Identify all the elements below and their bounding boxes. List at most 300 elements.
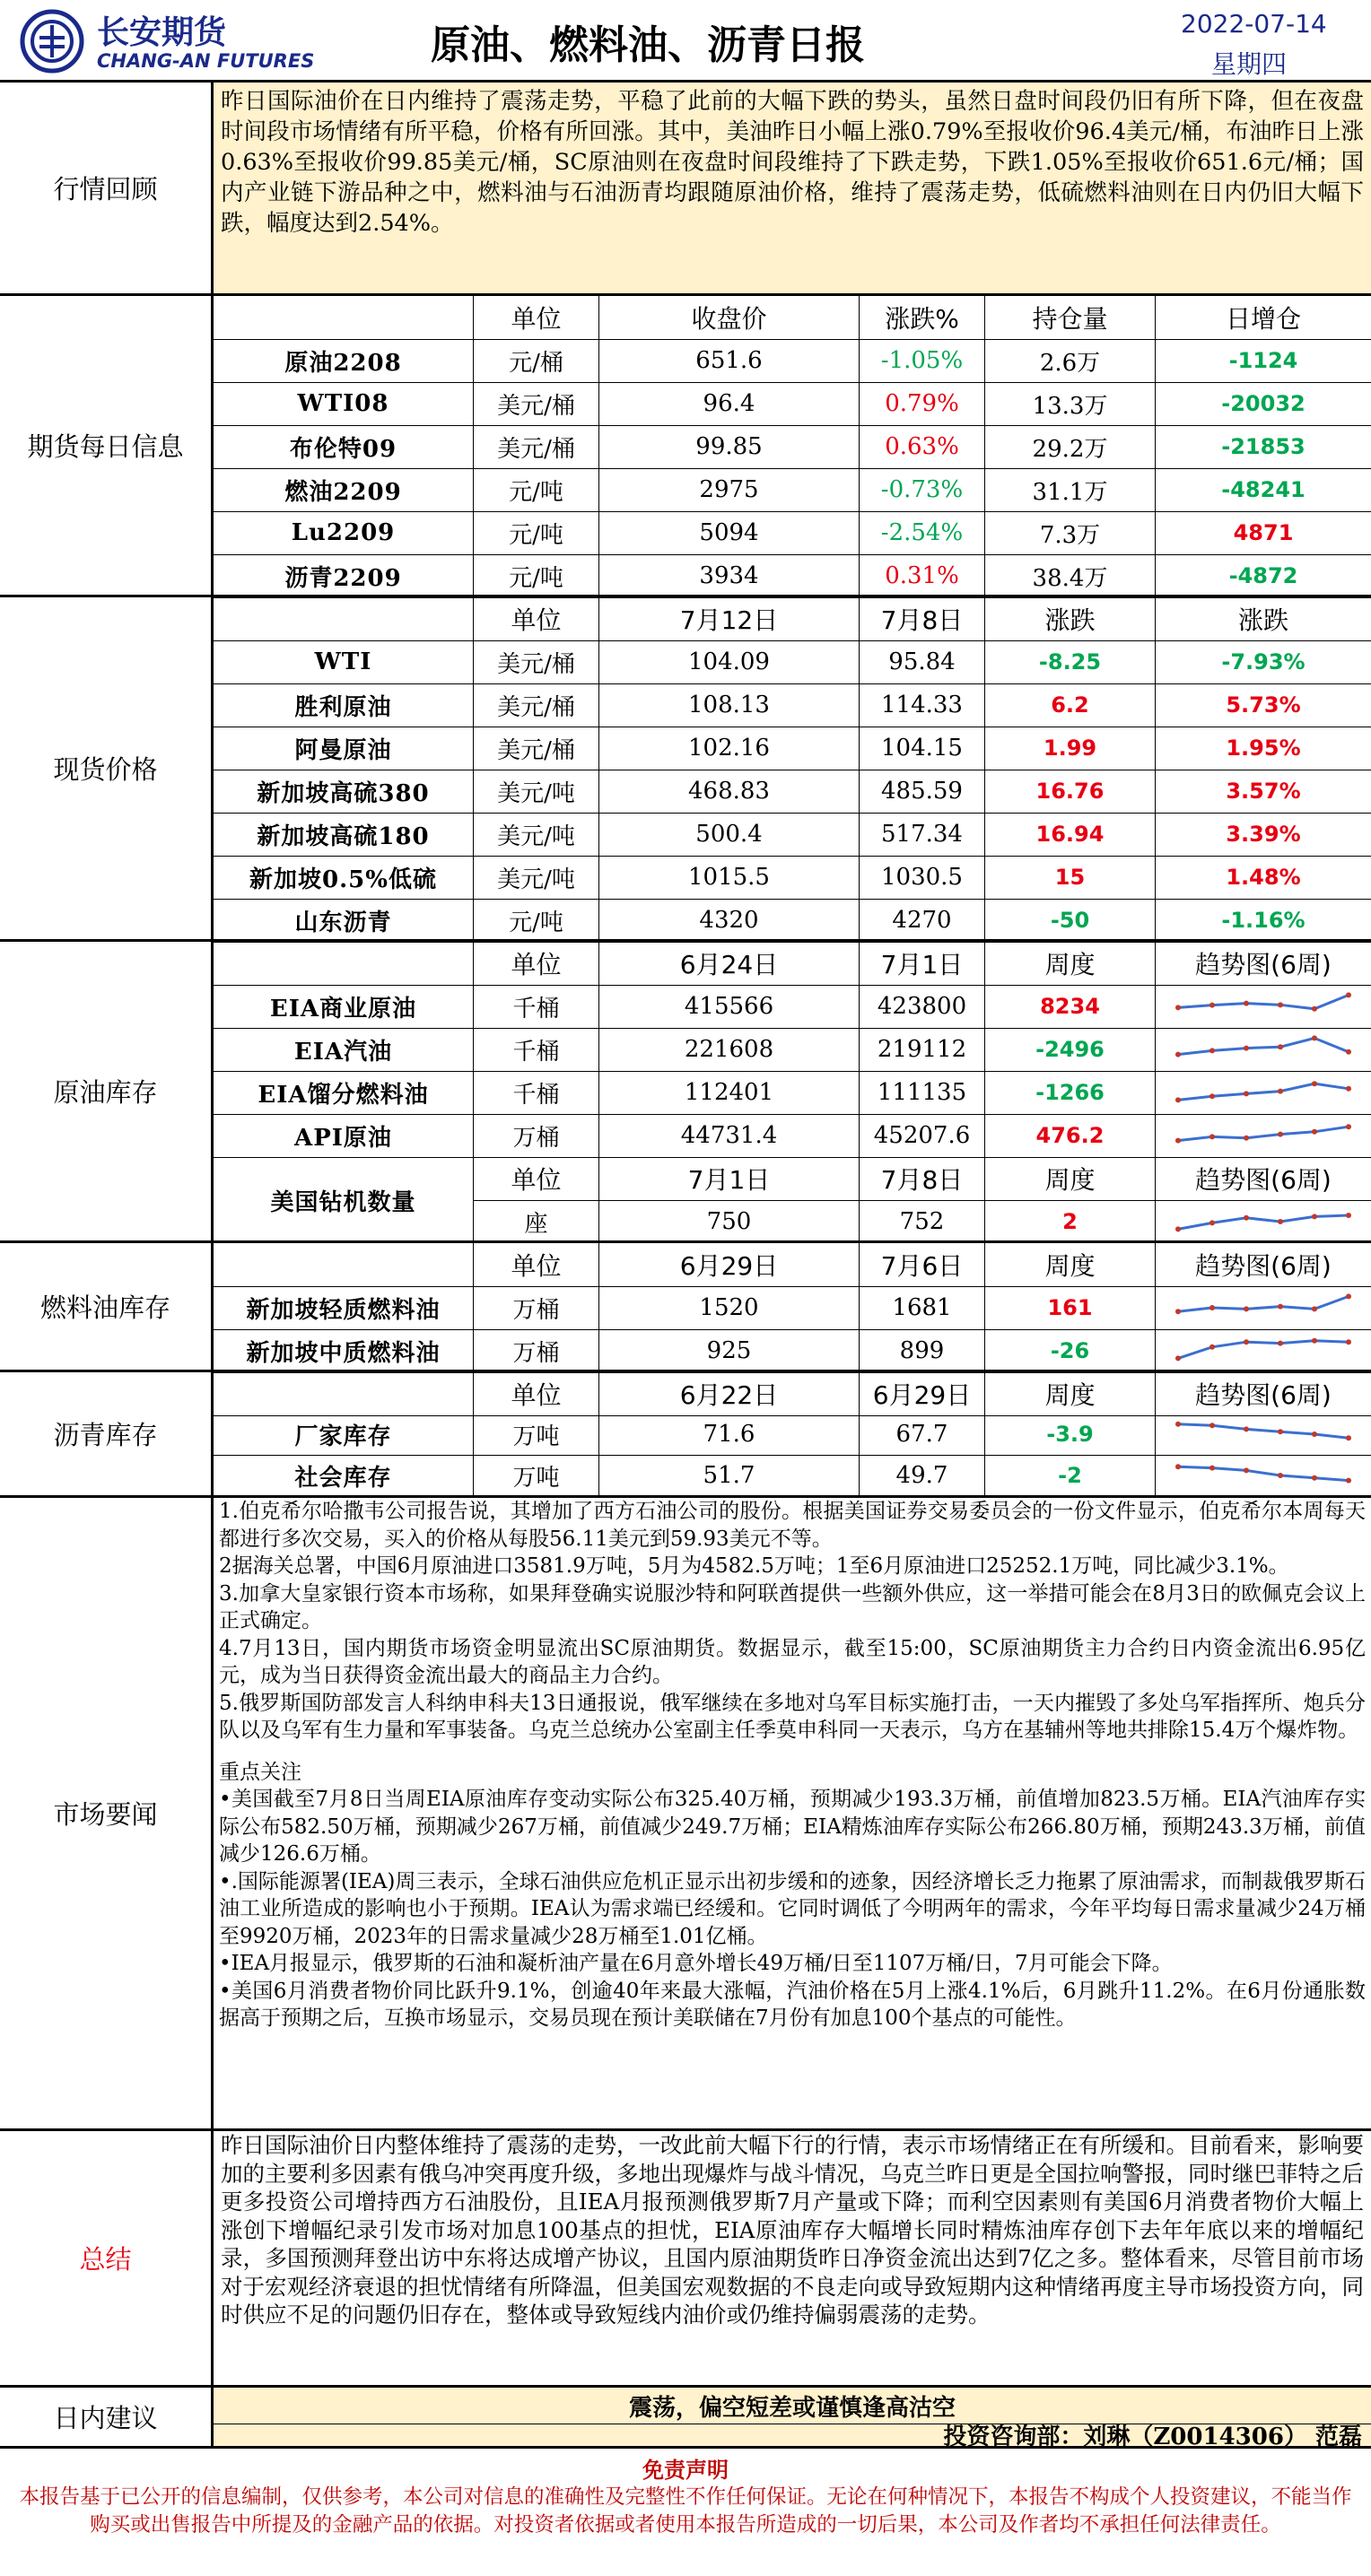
unit: 美元/桶 (474, 425, 599, 468)
section-label: 市场要闻 (0, 1498, 214, 2128)
table-row (214, 511, 1371, 555)
intraday-section (0, 2388, 1371, 2449)
trend-point (1278, 1473, 1283, 1478)
value-current: 67.7 (860, 1414, 985, 1455)
price-change: 1.99 (985, 727, 1156, 770)
section-label: 日内建议 (0, 2388, 214, 2446)
price-change-pct: 1.48% (1226, 865, 1301, 890)
column-header: 趋势图(6周) (1195, 1380, 1332, 1410)
trend-point (1346, 1293, 1351, 1299)
unit: 元/吨 (474, 554, 599, 597)
open-interest: 2.6万 (985, 339, 1156, 382)
rig-count-name: 美国钻机数量 (214, 1157, 474, 1243)
table-row (214, 683, 1371, 727)
price-change: 15 (985, 856, 1156, 899)
weekly-change: -3.9 (985, 1414, 1156, 1455)
trend-sparkline (1169, 988, 1358, 1024)
table-row (214, 1114, 1371, 1158)
oi-change: -1124 (1228, 348, 1298, 373)
trend-chart (1156, 1028, 1371, 1071)
section-label: 现货价格 (0, 597, 214, 939)
column-header (214, 296, 474, 339)
column-header: 持仓量 (985, 296, 1156, 339)
table-row (214, 1028, 1371, 1072)
trend-point (1278, 1341, 1283, 1346)
row-name: 新加坡中质燃料油 (214, 1329, 474, 1372)
value-previous: 221608 (599, 1028, 860, 1071)
asphalt-inventory-section (0, 1372, 1371, 1498)
column-header (214, 942, 474, 985)
section-label: 沥青库存 (0, 1372, 214, 1495)
trend-sparkline (1169, 1458, 1358, 1493)
section-label: 燃料油库存 (0, 1243, 214, 1370)
trend-chart (1156, 1114, 1371, 1157)
table-row (214, 425, 1371, 469)
trend-point (1312, 1432, 1317, 1437)
column-header: 7月8日 (860, 597, 985, 640)
price-change-pct: -7.93% (1221, 649, 1306, 674)
value-previous: 415566 (599, 985, 860, 1028)
company-name-en: CHANG-AN FUTURES (97, 50, 315, 72)
rig-wk: 2 (985, 1200, 1156, 1243)
price-change: 16.94 (985, 813, 1156, 856)
trend-point (1346, 1086, 1351, 1092)
unit: 元/吨 (474, 899, 599, 942)
trend-line (1178, 1424, 1349, 1438)
close-price: 5094 (599, 511, 860, 554)
column-header: 趋势图(6周) (1195, 1251, 1332, 1281)
table-row (214, 1414, 1371, 1456)
trend-point (1278, 1304, 1283, 1310)
trend-point (1278, 1429, 1283, 1434)
row-name: WTI (214, 640, 474, 683)
table-row (214, 1455, 1371, 1497)
row-name: API原油 (214, 1114, 474, 1157)
unit: 元/吨 (474, 468, 599, 511)
table-row (214, 382, 1371, 426)
unit: 美元/吨 (474, 770, 599, 813)
value-previous: 51.7 (599, 1455, 860, 1496)
unit: 万吨 (474, 1455, 599, 1496)
column-header: 7月1日 (860, 942, 985, 985)
value-previous: 71.6 (599, 1414, 860, 1455)
table-row (214, 339, 1371, 383)
column-header: 周度 (985, 1372, 1156, 1415)
news-item: 1.伯克希尔哈撒韦公司报告说，其增加了西方石油公司的股份。根据美国证券交易委员会的一份文件显示，伯克希尔本周每天都进行多次交易，买入的价格从每股56.11美元到59.93美元不等。 (219, 1500, 1366, 1551)
close-price: 3934 (599, 554, 860, 597)
unit: 美元/吨 (474, 813, 599, 856)
table-row (214, 296, 1371, 340)
section-label: 总结 (0, 2131, 214, 2385)
trend-line (1178, 995, 1349, 1008)
price-change-pct: -1.16% (1221, 908, 1306, 933)
weekly-change: -2 (985, 1455, 1156, 1496)
unit: 美元/吨 (474, 856, 599, 899)
trend-point (1346, 1339, 1351, 1345)
price-current: 4320 (599, 899, 860, 942)
value-current: 49.7 (860, 1455, 985, 1496)
table-row (214, 1071, 1371, 1115)
table-row (214, 640, 1371, 684)
price-change-pct: 5.73% (1226, 692, 1301, 718)
trend-point (1244, 1001, 1249, 1006)
unit: 万桶 (474, 1114, 599, 1157)
trend-line (1178, 1127, 1349, 1140)
value-current: 45207.6 (860, 1114, 985, 1157)
trend-line (1178, 1296, 1349, 1311)
trend-point (1244, 1091, 1249, 1096)
summary-section (0, 2131, 1371, 2388)
trend-point (1278, 1044, 1283, 1049)
column-header: 日增仓 (1225, 304, 1301, 334)
value-current: 1681 (860, 1286, 985, 1329)
trend-chart (1156, 1414, 1371, 1455)
trend-chart (1156, 985, 1371, 1028)
rig-d2: 752 (860, 1200, 985, 1243)
column-header: 单位 (474, 296, 599, 339)
trend-point (1175, 1097, 1181, 1102)
change-pct: -2.54% (860, 511, 985, 554)
table-row (474, 1200, 1371, 1243)
price-current: 102.16 (599, 727, 860, 770)
price-change-pct: 1.95% (1226, 735, 1301, 761)
table-row (214, 1286, 1371, 1330)
report-title: 原油、燃料油、沥青日报 (431, 22, 865, 68)
disclaimer-title: 免责声明 (642, 2457, 729, 2483)
trend-chart (1156, 1286, 1371, 1329)
column-header: 趋势图(6周) (1195, 1165, 1332, 1195)
row-name: 新加坡高硫380 (214, 770, 474, 813)
row-name: 布伦特09 (214, 425, 474, 468)
table-row (214, 813, 1371, 857)
column-header: 涨跌 (985, 597, 1156, 640)
table-row (214, 597, 1371, 641)
trend-point (1312, 1129, 1317, 1135)
trend-point (1346, 992, 1351, 997)
news-body (214, 1498, 1371, 2032)
focus-item: •IEA月报显示，俄罗斯的石油和凝析油产量在6月意外增长49万桶/日至1107万桶/日，7月可能会下降。 (219, 1952, 1173, 1975)
trend-sparkline (1169, 1204, 1358, 1240)
trend-line (1178, 1341, 1349, 1359)
focus-item: •.国际能源署(IEA)周三表示，全球石油供应危机正显示出初步缓和的迹象，因经济增长乏力拖累了原油需求，而制裁俄罗斯石油工业所造成的影响也小于预期。IEA认为需求端已经缓和。它同时调低了今明两年的需求，今年平均每日需求量减少24万桶至9920万桶，2023年的日需求量减少28万桶至1.01亿桶。 (219, 1869, 1366, 1948)
trend-line (1178, 1466, 1349, 1480)
trend-point (1244, 1306, 1249, 1311)
change-pct: -0.73% (860, 468, 985, 511)
focus-title: 重点关注 (219, 1760, 301, 1784)
row-name: 山东沥青 (214, 899, 474, 942)
oi-change: 4871 (1233, 520, 1294, 545)
value-current: 111135 (860, 1071, 985, 1114)
rig-unit: 座 (474, 1200, 599, 1243)
change-pct: -1.05% (860, 339, 985, 382)
trend-point (1312, 1475, 1317, 1481)
row-name: 沥青2209 (214, 554, 474, 597)
column-header: 7月6日 (860, 1243, 985, 1286)
table-row (214, 942, 1371, 986)
price-change: -8.25 (985, 640, 1156, 683)
table-row (214, 1329, 1371, 1373)
news-section (0, 1498, 1371, 2131)
weekly-change: 161 (985, 1286, 1156, 1329)
trend-point (1346, 1213, 1351, 1218)
column-header: 6月29日 (599, 1243, 860, 1286)
trend-sparkline (1169, 1290, 1358, 1326)
company-logo-icon (20, 9, 84, 74)
trend-point (1346, 1435, 1351, 1440)
trend-point (1278, 1219, 1283, 1224)
table-row (214, 1372, 1371, 1416)
price-change-pct: 3.39% (1226, 822, 1301, 847)
trend-point (1312, 1006, 1317, 1012)
trend-point (1244, 1339, 1249, 1345)
trend-point (1175, 1355, 1181, 1361)
futures-section (0, 296, 1371, 597)
row-name: 社会库存 (214, 1455, 474, 1496)
column-header: 周度 (985, 942, 1156, 985)
trend-point (1244, 1215, 1249, 1221)
trend-sparkline (1169, 1075, 1358, 1110)
advisor-credit: 投资咨询部：刘琳（Z0014306） 范磊 (943, 2424, 1362, 2450)
column-header: 单位 (474, 942, 599, 985)
oi-change: -21853 (1221, 434, 1306, 459)
trend-point (1244, 1136, 1249, 1141)
close-price: 651.6 (599, 339, 860, 382)
price-current: 468.83 (599, 770, 860, 813)
column-header: 涨跌 (1237, 605, 1288, 635)
oi-change: -4872 (1228, 563, 1298, 588)
row-name: 厂家库存 (214, 1414, 474, 1455)
section-label: 原油库存 (0, 942, 214, 1240)
price-change-pct: 3.57% (1226, 779, 1301, 804)
open-interest: 38.4万 (985, 554, 1156, 597)
column-header: 单位 (474, 1372, 599, 1415)
unit: 元/吨 (474, 511, 599, 554)
close-price: 2975 (599, 468, 860, 511)
intraday-advice: 震荡，偏空短差或谨慎逢高沽空 (214, 2388, 1371, 2424)
report-weekday: 星期四 (1211, 49, 1288, 79)
column-header: 单位 (474, 1243, 599, 1286)
price-current: 104.09 (599, 640, 860, 683)
unit: 千桶 (474, 985, 599, 1028)
trend-point (1312, 1338, 1317, 1344)
trend-point (1209, 1048, 1215, 1053)
report-header (0, 0, 1371, 83)
column-header (214, 1243, 474, 1286)
table-row (214, 856, 1371, 900)
weekly-change: -1266 (985, 1071, 1156, 1114)
row-name: Lu2209 (214, 511, 474, 554)
column-header: 6月24日 (599, 942, 860, 985)
value-previous: 112401 (599, 1071, 860, 1114)
table-row (474, 1157, 1371, 1201)
row-name: 原油2208 (214, 339, 474, 382)
price-current: 500.4 (599, 813, 860, 856)
close-price: 96.4 (599, 382, 860, 425)
trend-point (1175, 1005, 1181, 1010)
focus-item: •美国截至7月8日当周EIA原油库存变动实际公布325.40万桶，预期减少193.3万桶，前值增加823.5万桶。EIA汽油库存实际公布582.50万桶，预期减少267万桶，前值减少249.7万桶；EIA精炼油库存实际公布266.80万桶，预期243.3万桶，前值减少126.6万桶。 (219, 1788, 1366, 1866)
row-name: WTI08 (214, 382, 474, 425)
column-header: 涨跌% (860, 296, 985, 339)
weekly-change: 8234 (985, 985, 1156, 1028)
report-date: 2022-07-14 (1181, 9, 1327, 39)
trend-line (1178, 1215, 1349, 1229)
price-change: 16.76 (985, 770, 1156, 813)
row-name: EIA馏分燃料油 (214, 1071, 474, 1114)
trend-point (1209, 1466, 1215, 1471)
trend-point (1175, 1226, 1181, 1231)
trend-point (1312, 1214, 1317, 1219)
table-row (214, 554, 1371, 598)
open-interest: 13.3万 (985, 382, 1156, 425)
trend-point (1175, 1422, 1181, 1427)
open-interest: 29.2万 (985, 425, 1156, 468)
trend-point (1209, 1220, 1215, 1225)
rig-d1: 750 (599, 1200, 860, 1243)
trend-point (1209, 1003, 1215, 1008)
trend-sparkline (1169, 1416, 1358, 1452)
trend-point (1346, 1478, 1351, 1484)
trend-point (1278, 1002, 1283, 1007)
column-header (214, 1372, 474, 1415)
column-header: 单位 (474, 1157, 599, 1200)
weekly-change: -26 (985, 1329, 1156, 1372)
trend-sparkline (1169, 1031, 1358, 1067)
section-label: 期货每日信息 (0, 296, 214, 595)
section-label: 行情回顾 (0, 83, 214, 293)
row-name: 胜利原油 (214, 683, 474, 727)
price-previous: 95.84 (860, 640, 985, 683)
unit: 千桶 (474, 1071, 599, 1114)
column-header: 6月29日 (860, 1372, 985, 1415)
value-current: 899 (860, 1329, 985, 1372)
column-header: 趋势图(6周) (1195, 950, 1332, 979)
trend-chart (1156, 1329, 1371, 1372)
value-previous: 44731.4 (599, 1114, 860, 1157)
price-previous: 104.15 (860, 727, 985, 770)
row-name: EIA商业原油 (214, 985, 474, 1028)
unit: 美元/桶 (474, 727, 599, 770)
trend-point (1346, 1049, 1351, 1055)
column-header (214, 597, 474, 640)
news-item: 2据海关总署，中国6月原油进口3581.9万吨，5月为4582.5万吨；1至6月原油进口25252.1万吨，同比减少3.1%。 (219, 1554, 1289, 1578)
row-name: 新加坡轻质燃料油 (214, 1286, 474, 1329)
unit: 万桶 (474, 1286, 599, 1329)
price-change: 6.2 (985, 683, 1156, 727)
column-header: 收盘价 (599, 296, 860, 339)
crude-inventory-section (0, 942, 1371, 1243)
change-pct: 0.79% (860, 382, 985, 425)
column-header: 7月12日 (599, 597, 860, 640)
column-header: 周度 (985, 1157, 1156, 1200)
fuel-inventory-section (0, 1243, 1371, 1372)
focus-item: •美国6月消费者物价同比跃升9.1%，创逾40年来最大涨幅，汽油价格在5月上涨4.1%后，6月跳升11.2%。在6月份通胀数据高于预期之后，互换市场显示，交易员现在预计美联储在7月份有加息100个基点的可能性。 (219, 1979, 1366, 2030)
unit: 千桶 (474, 1028, 599, 1071)
trend-chart (1156, 1200, 1371, 1243)
news-item: 3.加拿大皇家银行资本市场称，如果拜登确实说服沙特和阿联酋提供一些额外供应，这一举措可能会在8月3日的欧佩克会议上正式确定。 (219, 1581, 1366, 1632)
table-row (214, 1243, 1371, 1287)
disclaimer (0, 2449, 1371, 2576)
trend-line (1178, 1038, 1349, 1054)
price-current: 108.13 (599, 683, 860, 727)
trend-point (1244, 1467, 1249, 1473)
oi-change: -20032 (1221, 391, 1306, 416)
trend-point (1244, 1046, 1249, 1051)
price-current: 1015.5 (599, 856, 860, 899)
weekly-change: 476.2 (985, 1114, 1156, 1157)
change-pct: 0.63% (860, 425, 985, 468)
trend-sparkline (1169, 1333, 1358, 1369)
trend-point (1209, 1345, 1215, 1350)
price-previous: 485.59 (860, 770, 985, 813)
unit: 万吨 (474, 1414, 599, 1455)
value-previous: 1520 (599, 1286, 860, 1329)
column-header: 单位 (474, 597, 599, 640)
row-name: EIA汽油 (214, 1028, 474, 1071)
trend-point (1244, 1426, 1249, 1432)
row-name: 燃油2209 (214, 468, 474, 511)
unit: 美元/桶 (474, 640, 599, 683)
trend-sparkline (1169, 1118, 1358, 1153)
unit: 美元/桶 (474, 683, 599, 727)
trend-line (1178, 1083, 1349, 1100)
news-item: 5.俄罗斯国防部发言人科纳申科夫13日通报说，俄军继续在多地对乌军目标实施打击，一天内摧毁了多处乌军指挥所、炮兵分队以及乌军有生力量和军事装备。乌克兰总统办公室副主任季莫申科同一天表示，乌方在基辅州等地共排除15.4万个爆炸物。 (219, 1691, 1366, 1742)
value-current: 219112 (860, 1028, 985, 1071)
trend-point (1312, 1035, 1317, 1040)
trend-point (1346, 1124, 1351, 1129)
price-previous: 114.33 (860, 683, 985, 727)
price-previous: 4270 (860, 899, 985, 942)
trend-point (1209, 1423, 1215, 1428)
trend-point (1175, 1309, 1181, 1314)
change-pct: 0.31% (860, 554, 985, 597)
trend-point (1312, 1306, 1317, 1311)
news-item: 4.7月13日，国内期货市场资金明显流出SC原油期货。数据显示，截至15:00，SC原油期货主力合约日内资金流出6.95亿元，成为当日获得资金流出最大的商品主力合约。 (219, 1636, 1366, 1687)
table-row (214, 985, 1371, 1029)
table-row (214, 468, 1371, 512)
trend-chart (1156, 1455, 1371, 1496)
trend-point (1278, 1089, 1283, 1094)
trend-point (1278, 1132, 1283, 1137)
trend-point (1209, 1093, 1215, 1099)
trend-point (1312, 1081, 1317, 1086)
table-row (214, 899, 1371, 943)
company-name-cn: 长安期货 (97, 14, 227, 51)
column-header: 7月8日 (860, 1157, 985, 1200)
trend-point (1209, 1305, 1215, 1310)
trend-point (1175, 1464, 1181, 1469)
weekly-change: -2496 (985, 1028, 1156, 1071)
trend-point (1209, 1134, 1215, 1139)
column-header: 7月1日 (599, 1157, 860, 1200)
column-header: 6月22日 (599, 1372, 860, 1415)
price-previous: 1030.5 (860, 856, 985, 899)
value-current: 423800 (860, 985, 985, 1028)
unit: 元/桶 (474, 339, 599, 382)
market-review-section (0, 83, 1371, 296)
spot-section (0, 597, 1371, 942)
value-previous: 925 (599, 1329, 860, 1372)
table-row (214, 770, 1371, 814)
trend-point (1175, 1138, 1181, 1144)
unit: 万桶 (474, 1329, 599, 1372)
market-review-text: 昨日国际油价在日内维持了震荡走势，平稳了此前的大幅下跌的势头，虽然日盘时间段仍旧有所下降，但在夜盘时间段市场情绪有所平稳，价格有所回涨。其中，美油昨日小幅上涨0.79%至报收价96.4美元/桶，布油昨日上涨0.63%至报收价99.85美元/桶，SC原油则在夜盘时间段维持了下跌走势，下跌1.05%至报收价651.6元/桶；国内产业链下游品种之中，燃料油与石油沥青均跟随原油价格，维持了震荡走势，低硫燃料油则在日内仍旧大幅下跌，幅度达到2.54%。 (221, 88, 1364, 237)
row-name: 新加坡0.5%低硫 (214, 856, 474, 899)
column-header: 周度 (985, 1243, 1156, 1286)
table-row (214, 727, 1371, 770)
trend-chart (1156, 1071, 1371, 1114)
unit: 美元/桶 (474, 382, 599, 425)
row-name: 阿曼原油 (214, 727, 474, 770)
